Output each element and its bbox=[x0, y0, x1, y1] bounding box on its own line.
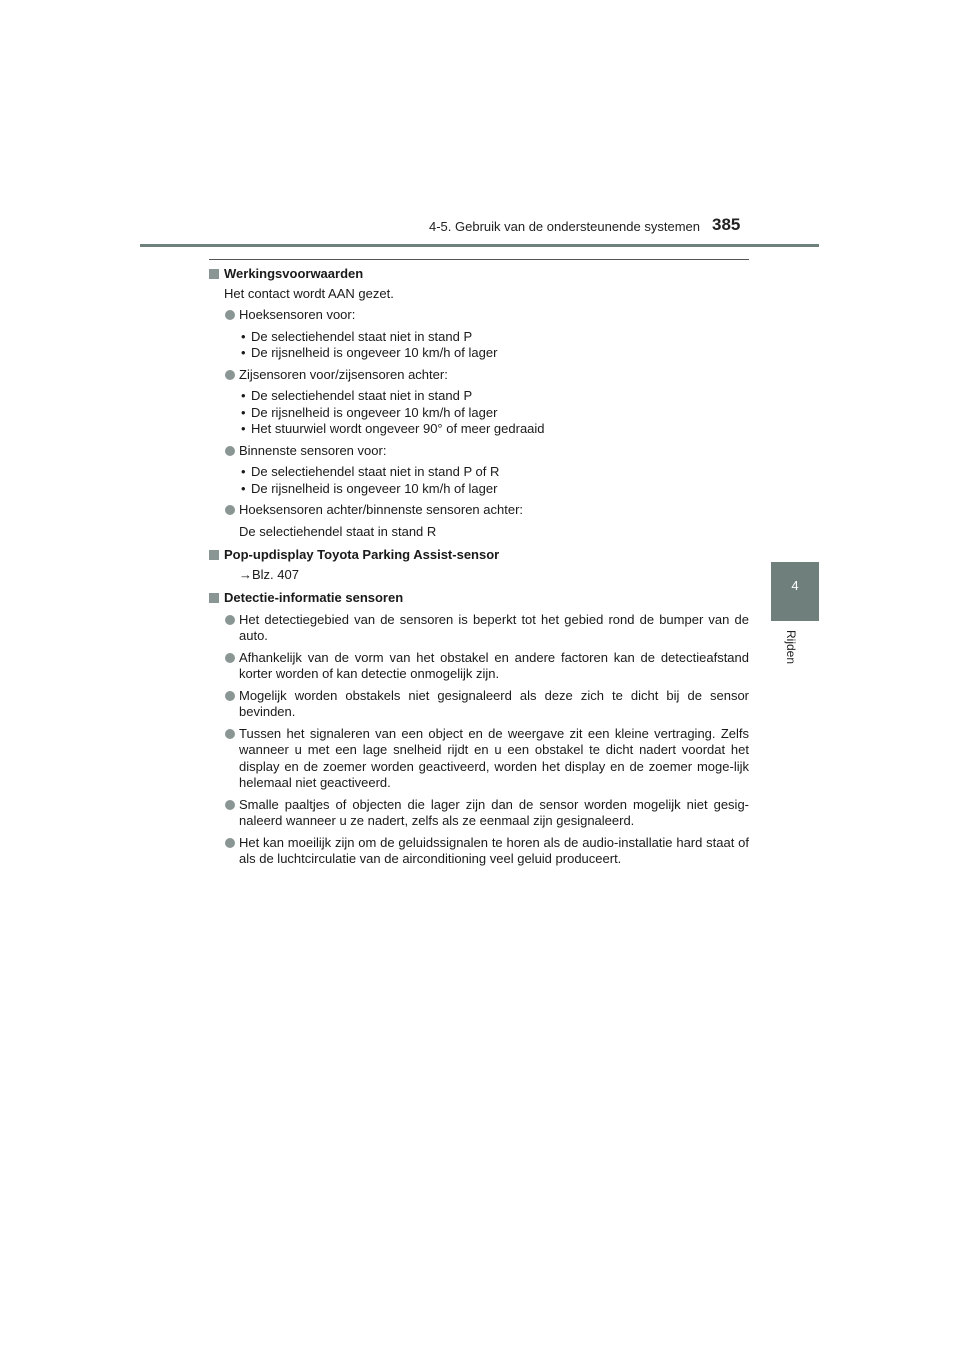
round-bullet-icon bbox=[225, 838, 235, 848]
sub-list bbox=[209, 388, 749, 438]
list-item: Binnenste sensoren voor: bbox=[209, 443, 749, 460]
list-item: Het detectiegebied van de sensoren is beperkt tot het gebied rond de bumper van de auto. bbox=[209, 612, 749, 645]
round-bullet-icon bbox=[225, 310, 235, 320]
sub-list bbox=[209, 329, 749, 362]
round-bullet-icon bbox=[225, 446, 235, 456]
list-item: Smalle paaltjes of objecten die lager zijn dan de sensor worden mogelijk niet gesig-naleerd wanneer u ze nadert, zelfs als ze eenmaal zijn gesignaleerd. bbox=[209, 797, 749, 830]
section-heading: Pop-updisplay Toyota Parking Assist-sensor bbox=[209, 547, 749, 564]
sub-list-item: • De rijsnelheid is ongeveer 10 km/h of lager bbox=[239, 345, 749, 362]
paragraph: Het contact wordt AAN gezet. bbox=[224, 285, 394, 301]
round-bullet-icon bbox=[225, 729, 235, 739]
square-bullet-icon bbox=[209, 269, 219, 279]
section-heading: Werkingsvoorwaarden bbox=[209, 266, 749, 283]
round-bullet-icon bbox=[225, 370, 235, 380]
sub-list-item: • De rijsnelheid is ongeveer 10 km/h of lager bbox=[239, 481, 749, 498]
section-heading: Detectie-informatie sensoren bbox=[209, 590, 749, 607]
header-rule bbox=[140, 244, 819, 247]
sub-list-item: • Het stuurwiel wordt ongeveer 90° of meer gedraaid bbox=[239, 421, 749, 438]
round-bullet-icon bbox=[225, 653, 235, 663]
list-item: Hoeksensoren achter/binnenste sensoren achter: bbox=[209, 502, 749, 519]
content-top-rule bbox=[209, 259, 749, 260]
list-item: Tussen het signaleren van een object en de weergave zit een kleine vertraging. Zelfs wanneer u met een lage snelheid rijdt en u een obstakel te dicht nadert voordat het display en de zoemer worden geactiveerd, worden het display en de zoemer moge-lijk helemaal niet geactiveerd. bbox=[209, 726, 749, 792]
section-title: 4-5. Gebruik van de ondersteunende systemen bbox=[428, 219, 700, 234]
paragraph: De selectiehendel staat in stand R bbox=[239, 523, 437, 539]
chapter-label: Rijden bbox=[784, 630, 798, 665]
round-bullet-icon bbox=[225, 615, 235, 625]
round-bullet-icon bbox=[225, 505, 235, 515]
sub-list-item: • De selectiehendel staat niet in stand P bbox=[239, 388, 749, 405]
square-bullet-icon bbox=[209, 550, 219, 560]
page-number: 385 bbox=[712, 215, 741, 234]
round-bullet-icon bbox=[225, 691, 235, 701]
list-item: Mogelijk worden obstakels niet gesignaleerd als deze zich te dicht bij de sensor bevinden. bbox=[209, 688, 749, 721]
list-item: Het kan moeilijk zijn om de geluidssignalen te horen als de audio-installatie hard staat of als de luchtcirculatie van de airconditioning veel geluid produceert. bbox=[209, 835, 749, 868]
sub-list-item: • De selectiehendel staat niet in stand P bbox=[239, 329, 749, 346]
page-reference: →Blz. 407 bbox=[239, 566, 299, 582]
sub-list-item: • De rijsnelheid is ongeveer 10 km/h of lager bbox=[239, 405, 749, 422]
round-bullet-icon bbox=[225, 800, 235, 810]
list-item: Zijsensoren voor/zijsensoren achter: bbox=[209, 367, 749, 384]
page-content bbox=[209, 266, 749, 868]
sub-list bbox=[209, 464, 749, 497]
square-bullet-icon bbox=[209, 593, 219, 603]
sub-list-item: • De selectiehendel staat niet in stand P of R bbox=[239, 464, 749, 481]
list-item: Hoeksensoren voor: bbox=[209, 307, 749, 324]
list-item: Afhankelijk van de vorm van het obstakel en andere factoren kan de detectieafstand korter worden of kan detectie onmogelijk zijn. bbox=[209, 650, 749, 683]
chapter-number: 4 bbox=[791, 578, 799, 593]
